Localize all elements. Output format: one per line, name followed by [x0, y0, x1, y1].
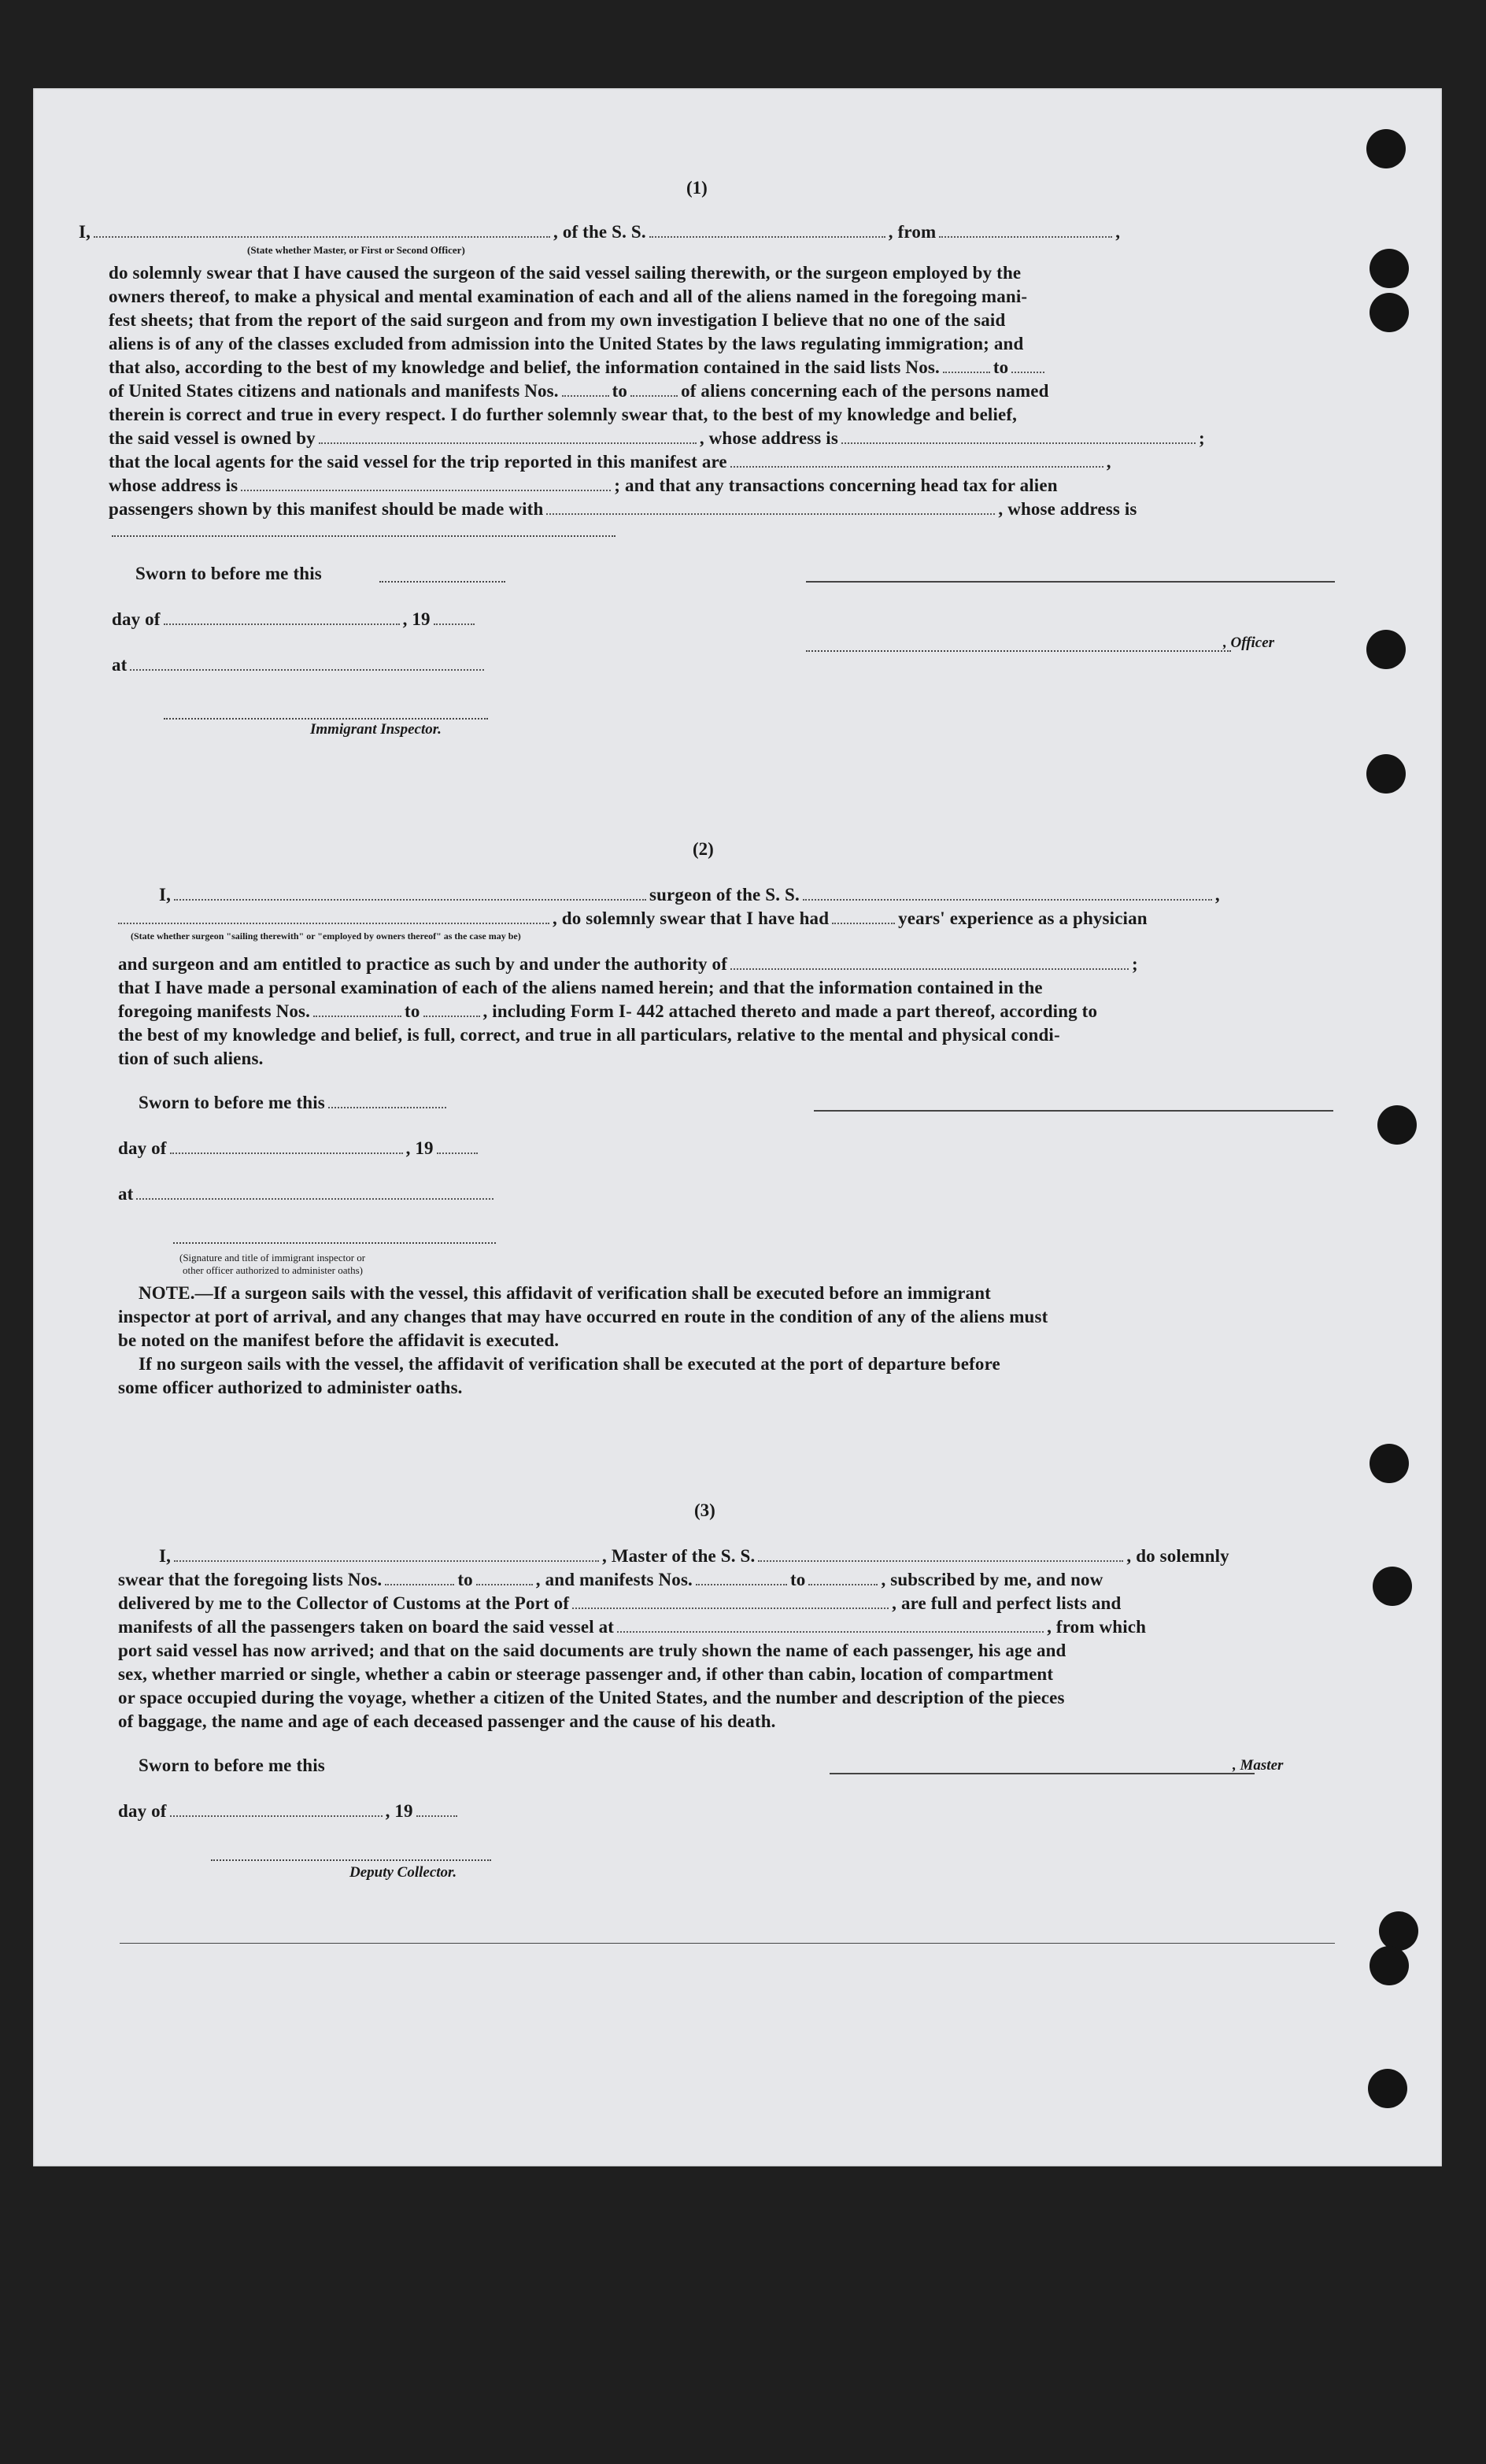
punch-hole: [1370, 293, 1409, 332]
s1-address-line: [112, 535, 615, 537]
s3-line-4: manifests of all the passengers taken on board the said vessel at , from which: [118, 1617, 1147, 1637]
s2-sig-line: [814, 1110, 1333, 1112]
s2-line-6: the best of my knowledge and belief, is full, correct, and true in all particulars, relative to the mental and physical condi-: [118, 1025, 1060, 1045]
s1-line-5: aliens is of any of the classes excluded from admission into the United States by the laws regulating immigration; and: [109, 334, 1024, 353]
s2-line-7: tion of such aliens.: [118, 1049, 264, 1068]
s2-at: at: [118, 1184, 497, 1204]
s1-line-9: the said vessel is owned by , whose address is ;: [109, 428, 1205, 448]
s2-line-1: I, surgeon of the S. S. ,: [159, 885, 1220, 905]
s1-line-2: do solemnly swear that I have caused the surgeon of the said vessel sailing therewith, or the surgeon employed by the: [109, 263, 1022, 283]
s1-line-11: whose address is ; and that any transactions concerning head tax for alien: [109, 475, 1058, 495]
s1-sworn-line: [379, 581, 505, 583]
punch-hole: [1370, 249, 1409, 288]
s1-inspector-line: [164, 718, 488, 720]
section-3-number: (3): [694, 1500, 715, 1520]
page-bottom-rule: [120, 1943, 1335, 1944]
s1-line-3: owners thereof, to make a physical and mental examination of each and all of the aliens named in the foregoing mani-: [109, 287, 1028, 306]
punch-hole: [1366, 630, 1406, 669]
s1-day-of: day of , 19: [112, 609, 478, 630]
punch-hole: [1373, 1567, 1412, 1606]
s2-line-3: and surgeon and am entitled to practice as such by and under the authority of ;: [118, 954, 1138, 974]
s1-inspector-label: Immigrant Inspector.: [310, 721, 442, 738]
s3-line-1: I, , Master of the S. S. , do solemnly: [159, 1546, 1229, 1566]
s1-line-7: of United States citizens and nationals and manifests Nos. to of aliens concerning each of the persons named: [109, 381, 1049, 401]
s3-line-8: of baggage, the name and age of each deceased passenger and the cause of his death.: [118, 1711, 776, 1731]
s1-officer-sig-line: [806, 581, 1335, 583]
s1-line-8: therein is correct and true in every respect. I do further solemnly swear that, to the best of my knowledge and belief,: [109, 405, 1018, 424]
s2-note-2: inspector at port of arrival, and any changes that may have occurred en route in the condition of any of the aliens must: [118, 1307, 1048, 1326]
s3-collector-line: [211, 1859, 491, 1861]
s1-sworn: Sworn to before me this: [135, 564, 322, 583]
s3-collector-label: Deputy Collector.: [349, 1864, 457, 1881]
s2-note-3: be noted on the manifest before the affidavit is executed.: [118, 1330, 560, 1350]
s2-line-5: foregoing manifests Nos. to , including Form I- 442 attached thereto and made a part thereof, according to: [118, 1001, 1098, 1021]
punch-hole: [1370, 1946, 1409, 1985]
punch-hole: [1370, 1444, 1409, 1483]
punch-hole: [1366, 129, 1406, 168]
punch-hole: [1377, 1105, 1417, 1145]
s3-master-line: [830, 1773, 1255, 1774]
s3-sworn: Sworn to before me this: [139, 1756, 325, 1775]
s1-line-4: fest sheets; that from the report of the said surgeon and from my own investigation I believe that no one of the said: [109, 310, 1006, 330]
s3-line-7: or space occupied during the voyage, whether a citizen of the United States, and the number and description of the pieces: [118, 1688, 1065, 1707]
s2-inspector-line: [173, 1242, 496, 1244]
s1-line-12: passengers shown by this manifest should be made with , whose address is: [109, 499, 1137, 519]
s1-line-1: I, , of the S. S. , from ,: [79, 222, 1121, 242]
s1-officer-line: [806, 650, 1231, 652]
s2-sig-note-2: other officer authorized to administer oaths): [183, 1264, 363, 1276]
s3-line-2: swear that the foregoing lists Nos. to , and manifests Nos. to , subscribed by me, and now: [118, 1570, 1103, 1589]
s2-sig-note-1: (Signature and title of immigrant inspector or: [179, 1252, 366, 1263]
section-2-number: (2): [693, 839, 714, 859]
s1-officer-label: , Officer: [1223, 634, 1275, 651]
s2-note-4: If no surgeon sails with the vessel, the affidavit of verification shall be executed at the port of departure before: [139, 1354, 1000, 1374]
s1-at: at: [112, 655, 487, 675]
s2-line-2: , do solemnly swear that I have had years' experience as a physician: [115, 908, 1148, 929]
manifest-back-page: [33, 88, 1442, 2166]
s3-line-6: sex, whether married or single, whether a cabin or steerage passenger and, if other than cabin, location of compartment: [118, 1664, 1054, 1684]
s2-sworn: Sworn to before me this: [139, 1093, 449, 1113]
s1-line-10: that the local agents for the said vessel for the trip reported in this manifest are ,: [109, 452, 1111, 472]
s2-line-4: that I have made a personal examination of each of the aliens named herein; and that the information contained in the: [118, 978, 1043, 997]
s3-line-3: delivered by me to the Collector of Customs at the Port of , are full and perfect lists and: [118, 1593, 1122, 1613]
section-1-number: (1): [686, 178, 708, 198]
s3-day-of: day of , 19: [118, 1801, 460, 1822]
punch-hole: [1366, 754, 1406, 794]
punch-hole: [1379, 1911, 1418, 1951]
s2-day-of: day of , 19: [118, 1138, 481, 1159]
s3-master-label: , Master: [1233, 1757, 1284, 1774]
s2-note-1: NOTE.—If a surgeon sails with the vessel, this affidavit of verification shall be executed before an immigrant: [139, 1283, 991, 1303]
s1-line-6: that also, according to the best of my knowledge and belief, the information contained in the said lists Nos. to: [109, 357, 1048, 378]
s2-note-5: some officer authorized to administer oaths.: [118, 1378, 463, 1397]
s2-surgeon-note: (State whether surgeon "sailing therewith" or "employed by owners thereof" as the case may be): [131, 930, 521, 942]
punch-hole: [1368, 2069, 1407, 2108]
s1-officer-note: (State whether Master, or First or Second Officer): [247, 244, 465, 256]
s3-line-5: port said vessel has now arrived; and that on the said documents are truly shown the name of each passenger, his age and: [118, 1641, 1066, 1660]
